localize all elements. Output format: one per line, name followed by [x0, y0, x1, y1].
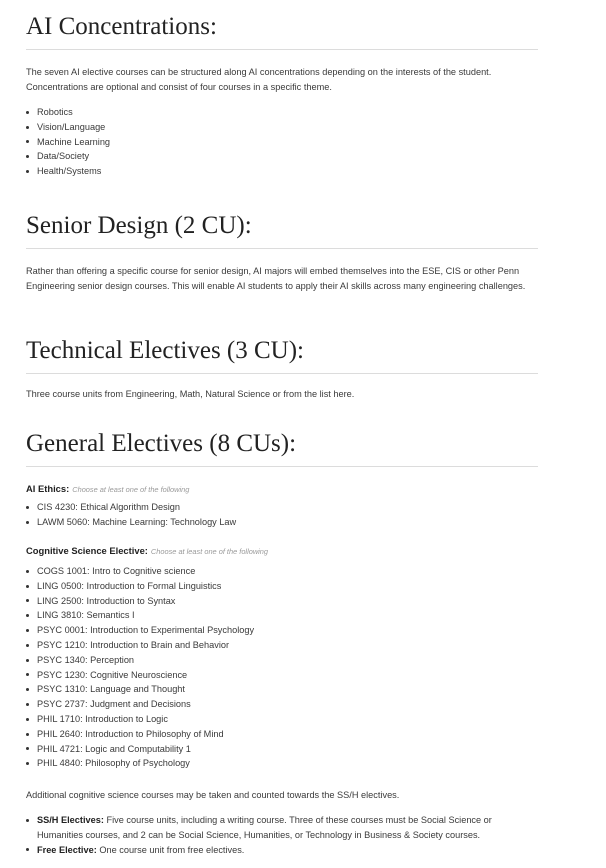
general-electives-heading: General Electives (8 CUs):	[26, 429, 538, 467]
ssh-text: Five course units, including a writing course. Three of these courses must be Social Science or Humanities courses, and 2 can be Social Science, Humanities, or Technology in Business & Society courses.	[37, 815, 492, 840]
ai-ethics-hint: Choose at least one of the following	[72, 485, 190, 494]
list-item: PHIL 1710: Introduction to Logic	[26, 712, 538, 727]
ai-concentrations-heading: AI Concentrations:	[26, 12, 538, 50]
technical-electives-heading: Technical Electives (3 CU):	[26, 336, 538, 374]
list-item: LING 2500: Introduction to Syntax	[26, 594, 538, 609]
list-item: Robotics	[26, 105, 538, 120]
additional-cognitive-note: Additional cognitive science courses may be taken and counted towards the SS/H electives.	[26, 790, 400, 800]
list-item: PHIL 4840: Philosophy of Psychology	[26, 756, 538, 771]
cognitive-science-label: Cognitive Science Elective:	[26, 545, 148, 556]
list-item: PSYC 1230: Cognitive Neuroscience	[26, 668, 538, 683]
list-item: PSYC 1310: Language and Thought	[26, 682, 538, 697]
ai-ethics-list	[26, 500, 538, 530]
list-item: PHIL 4721: Logic and Computability 1	[26, 742, 538, 757]
list-item: COGS 1001: Intro to Cognitive science	[26, 564, 538, 579]
ai-ethics-subheading	[26, 482, 189, 497]
concentrations-list	[26, 105, 538, 179]
technical-electives-body: Three course units from Engineering, Math, Natural Science or from the list here.	[26, 389, 355, 399]
list-item: Machine Learning	[26, 135, 538, 150]
cognitive-science-subheading	[26, 544, 268, 559]
senior-design-heading: Senior Design (2 CU):	[26, 211, 538, 249]
list-item: LAWM 5060: Machine Learning: Technology Law	[26, 515, 538, 530]
free-label: Free Elective:	[37, 844, 97, 855]
list-item: LING 3810: Semantics I	[26, 608, 538, 623]
ssh-label: SS/H Electives:	[37, 815, 104, 825]
free-elective-item	[26, 843, 538, 858]
cognitive-science-hint: Choose at least one of the following	[150, 547, 269, 556]
list-item: CIS 4230: Ethical Algorithm Design	[26, 500, 538, 515]
list-item: Data/Society	[26, 149, 538, 164]
list-item: LING 0500: Introduction to Formal Linguistics	[26, 579, 538, 594]
ssh-electives-item	[26, 813, 538, 843]
list-item: PSYC 0001: Introduction to Experimental Psychology	[26, 623, 538, 638]
senior-design-body: Rather than offering a specific course for senior design, AI majors will embed themselves into the ESE, CIS or other Penn Engineering senior design courses. This will enable AI students to apply their AI skills across many engineering challenges.	[26, 266, 526, 291]
list-item: PSYC 1340: Perception	[26, 653, 538, 668]
ai-ethics-label: AI Ethics:	[26, 483, 70, 494]
list-item: PSYC 2737: Judgment and Decisions	[26, 697, 538, 712]
list-item: Vision/Language	[26, 120, 538, 135]
list-item: PSYC 1210: Introduction to Brain and Behavior	[26, 638, 538, 653]
list-item: PHIL 2640: Introduction to Philosophy of Mind	[26, 727, 538, 742]
list-item: Health/Systems	[26, 164, 538, 179]
ai-concentrations-intro: The seven AI elective courses can be structured along AI concentrations depending on the interests of the student. Concentrations are optional and consist of four courses in a specific theme.	[26, 67, 492, 92]
free-text: One course unit from free electives.	[99, 844, 245, 855]
elective-rules-list	[26, 813, 538, 857]
cognitive-science-list	[26, 564, 538, 771]
